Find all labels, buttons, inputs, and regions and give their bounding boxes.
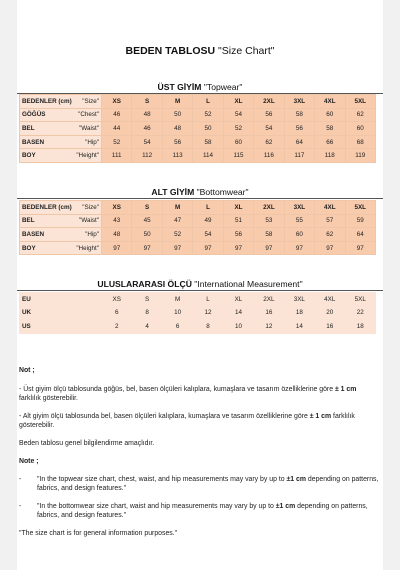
note-en-topwear: - "In the topwear size chart, chest, waist, and hip measurements may vary by up to ±1 cm depending on patterns, fabrics, and design features." (19, 476, 379, 492)
topwear-table (19, 94, 376, 163)
note-en-general: "The size chart is for general information purposes." (19, 530, 178, 537)
international-table (19, 292, 376, 334)
topwear-row-chest: GÖĞÜS "Chest" 46 48 50 52 54 56 58 60 62 (20, 108, 376, 122)
note-tr-topwear: - Üst giyim ölçü tablosunda göğüs, bel, basen ölçüleri kalıplara, kumaşlara ve tasarım özelliklerine göre ± 1 cm farklılık gösterebilir. (19, 386, 357, 402)
international-divider (17, 290, 383, 291)
size-chart-page (17, 0, 383, 570)
page-title: BEDEN TABLOSU "Size Chart" (125, 45, 275, 57)
international-row-uk: UK 6 8 10 12 14 16 18 20 22 (20, 306, 376, 320)
note-tr-bottomwear: - Alt giyim ölçü tablosunda bel, basen ölçüleri kalıplara, kumaşlara ve tasarım özelliklerine göre ± 1 cm farklılık gösterebilir. (19, 413, 355, 429)
topwear-heading: ÜST GİYİM "Topwear" (157, 82, 243, 92)
topwear-row-height: BOY "Height" 111 112 113 114 115 116 117 118 119 (20, 149, 376, 163)
international-heading: ULUSLARARASI ÖLÇÜ "International Measurement" (97, 279, 303, 289)
notes-heading-en: Note ; (19, 458, 39, 465)
notes-heading-tr: Not ; (19, 367, 35, 374)
topwear-row-hip: BASEN "Hip" 52 54 56 58 60 62 64 66 68 (20, 135, 376, 149)
note-en-bottomwear: - "In the bottomwear size chart, waist and hip measurements may vary by up to ±1 cm depending on patterns, fabrics, and design features." (19, 503, 368, 519)
bottomwear-row-height: BOY "Height" 97 97 97 97 97 97 97 97 97 (20, 241, 376, 255)
bottomwear-header-row: BEDENLER (cm) "Size" XS S M L XL 2XL 3XL 4XL 5XL (20, 201, 376, 215)
bottomwear-row-waist: BEL "Waist" 43 45 47 49 51 53 55 57 59 (20, 214, 376, 228)
international-row-eu: EU XS S M L XL 2XL 3XL 4XL 5XL (20, 293, 376, 307)
topwear-header-row: BEDENLER (cm) "Size" XS S M L XL 2XL 3XL 4XL 5XL (20, 95, 376, 109)
note-tr-general: Beden tablosu genel bilgilendirme amaçlıdır. (19, 440, 155, 447)
bottomwear-table (19, 200, 376, 255)
bottomwear-heading: ALT GİYİM "Bottomwear" (151, 187, 249, 197)
bottomwear-row-hip: BASEN "Hip" 48 50 52 54 56 58 60 62 64 (20, 228, 376, 242)
international-row-us: US 2 4 6 8 10 12 14 16 18 (20, 320, 376, 334)
notes-section (19, 366, 379, 538)
topwear-row-waist: BEL "Waist" 44 46 48 50 52 54 56 58 60 (20, 122, 376, 136)
bottomwear-divider (17, 198, 383, 199)
